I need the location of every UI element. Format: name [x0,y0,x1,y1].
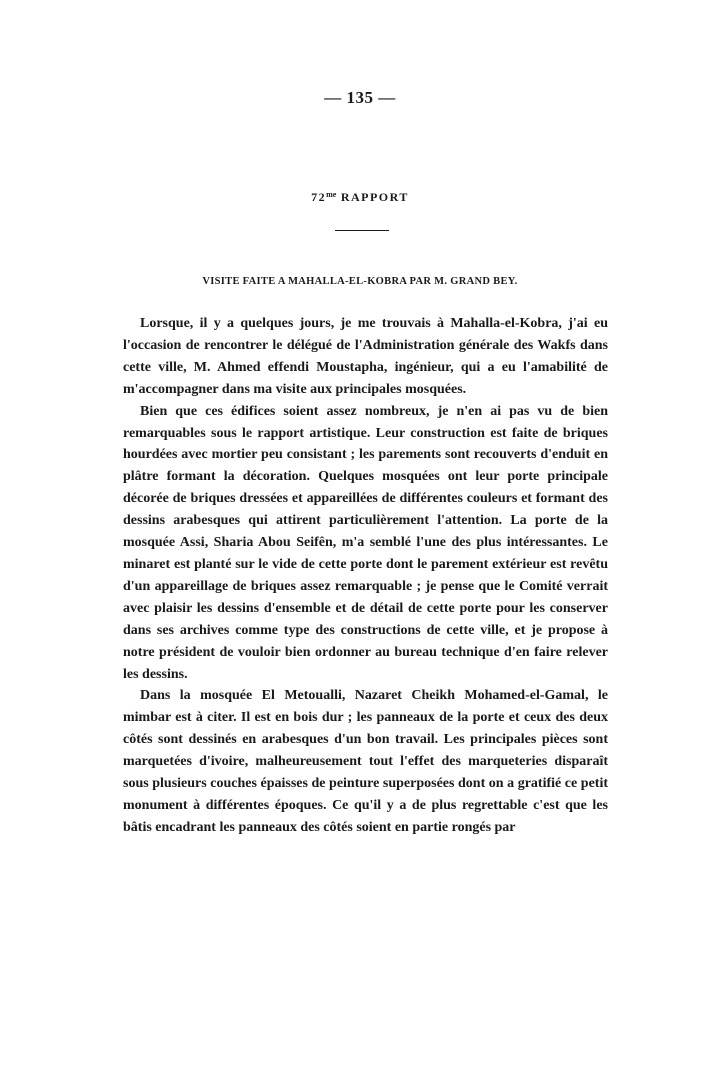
body-text [123,313,608,839]
report-word: RAPPORT [340,190,409,204]
paragraph: Lorsque, il y a quelques jours, je me trouvais à Mahalla-el-Kobra, j'ai eu l'occasion de rencontrer le délégué de l'Administration générale des Wakfs dans cette ville, M. Ahmed effendi Moustapha, ingénieur, qui a eu l'amabilité de m'accompagner dans ma visite aux principales mosquées. [123,316,608,397]
paragraph: Bien que ces édifices soient assez nombreux, je n'en ai pas vu de bien remarquables sous le rapport artistique. Leur construction est faite de briques hourdées avec mortier peu consistant ; les parements sont recouverts d'enduit en plâtre formant la décoration. Quelques mosquées ont leur porte principale décorée de briques dressées et appareillées de différentes couleurs et formant des dessins arabesques qui attirent particulièrement l'attention. La porte de la mosquée Assi, Sharia Abou Seifên, m'a semblé l'une des plus intéressantes. Le minaret est planté sur le vide de cette porte dont le parement extérieur est revêtu d'un appareillage de briques assez remarquable ; je pense que le Comité verrait avec plaisir les dessins d'ensemble et de détail de cette porte pour les conserver dans ses archives comme type des constructions de cette ville, et je propose à notre président de vouloir bien ordonner au bureau technique d'en faire relever les dessins. [123,403,608,682]
page-number: — 135 — [324,88,396,107]
paragraph: Dans la mosquée El Metoualli, Nazaret Cheikh Mohamed-el-Gamal, le mimbar est à citer. Il est en bois dur ; les panneaux de la porte et ceux des deux côtés sont dessinés en arabesques d'un bon travail. Les principales pièces sont marquetées d'ivoire, malheureusement tout l'effet des marqueteries disparaît sous plusieurs couches épaisses de peinture superposées dont on a gratifié ce petit monument à différentes époques. Ce qu'il y a de plus regrettable c'est que les bâtis encadrant les panneaux des côtés soient en partie rongés par [123,688,608,835]
report-number-suffix: me [326,190,337,199]
title-divider [335,230,389,231]
report-number: 72 [311,190,327,204]
report-title [0,190,720,205]
report-subtitle: VISITE FAITE A MAHALLA-EL-KOBRA PAR M. GRAND BEY. [202,276,518,287]
